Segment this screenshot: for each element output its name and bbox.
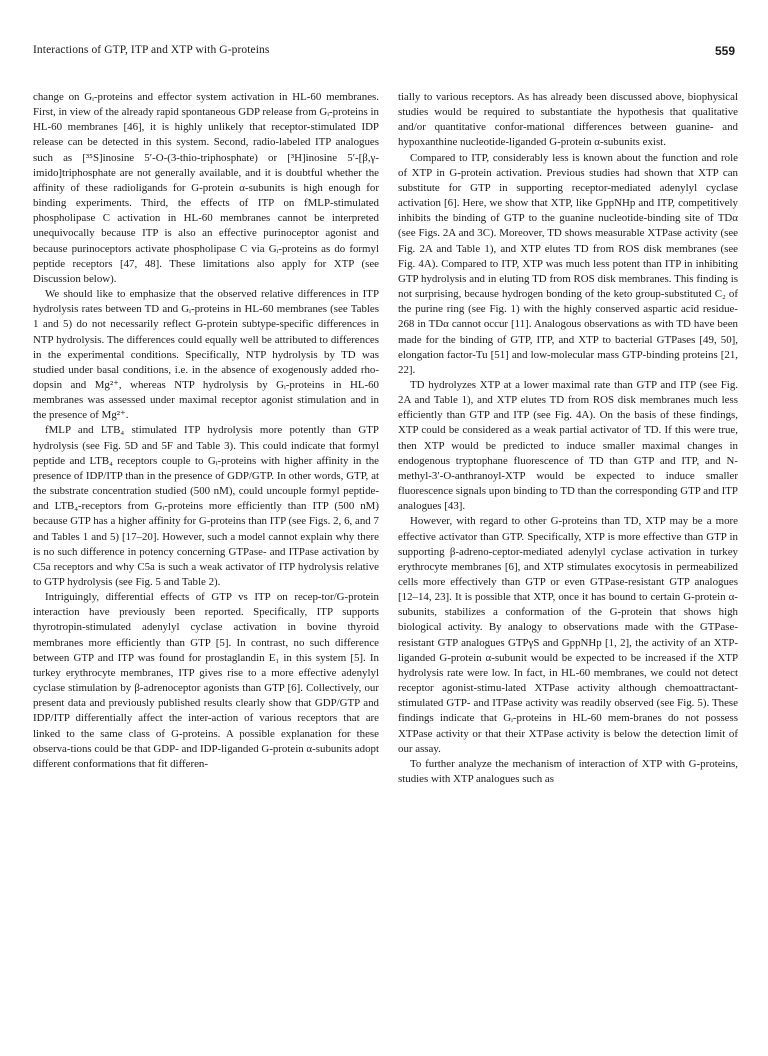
paragraph: TD hydrolyzes XTP at a lower maximal rate than GTP and ITP (see Fig. 2A and Table 1), and XTP elutes TD from ROS disk membranes much less efficiently than GTP and ITP (see Fig. 4A). On the basis of these findings, XTP could be considered as a weak partial activator of TD. If this were true, then XTP would be predicted to induce smaller maximal changes in endogenous tryptophane fluorescence of TD than GTP and ITP, and N-methyl-3′-O-anthranoyl-XTP would be expected to induce smaller fluorescence signals upon binding to TD than the corresponding GTP and ITP analogues [43].: [398, 378, 738, 513]
paragraph: We should like to emphasize that the observed relative differences in ITP hydrolysis rates between TD and Gᵢ-proteins in HL-60 membranes (see Tables 1 and 5) do not necessarily reflect G-protein subtype-specific differences in NTP hydrolysis. The differences could equally well be attributed to differences in the experimental conditions. Specifically, NTP hydrolysis by TD was studied under basal conditions, i.e. in the absence of exogenously added rho-dopsin and Mg²⁺, whereas NTP hydrolysis by Gᵢ-proteins in HL-60 membranes was assessed under maximal receptor agonist stimulation and in the presence of Mg²⁺.: [33, 288, 379, 422]
paragraph: tially to various receptors. As has already been discussed above, biophysical studies would be required to substantiate the hypothesis that qualitative and/or quantitative confor-mational differences between guanine- and hypoxanthine nucleotide-liganded G-protein α-subunits exist.: [398, 91, 738, 149]
right-column: [398, 90, 738, 787]
page-header: [33, 44, 735, 62]
left-column: [33, 90, 379, 772]
page-number: 559: [714, 44, 735, 58]
paragraph: fMLP and LTB₄ stimulated ITP hydrolysis more potently than GTP hydrolysis (see Fig. 5D and 5F and Table 3). This could indicate that formyl peptide and LTB₄ receptors couple to Gᵢ-proteins with higher affinity in the presence of IDP/ITP than in the presence of GDP/GTP. In other words, GTP, at the substrate concentration studied (500 nM), could uncouple formyl peptide- and LTB₄-receptors from Gᵢ-proteins more efficiently than ITP (500 nM) because GTP has a higher affinity for G-proteins than ITP (see Figs. 2, 6, and 7 and Tables 1 and 5) [17–20]. However, such a model cannot explain why there is no such difference in potency concerning GTPase- and ITPase activation by C5a receptors and why C5a is such a weak activator of ITP hydrolysis relative to GTP hydrolysis (see Fig. 5 and Table 2).: [33, 424, 379, 588]
paragraph: To further analyze the mechanism of interaction of XTP with G-proteins, studies with XTP analogues such as: [398, 757, 738, 786]
paragraph: Compared to ITP, considerably less is known about the function and role of XTP in G-protein activation. Previous studies had shown that XTP can substitute for GTP in supporting receptor-mediated adenylyl cyclase activation [6]. Here, we show that XTP, like GppNHp and ITP, competitively inhibits the binding of GTP to the guanine nucleotide-binding site of TDα (see Figs. 2A and 3C). Moreover, TD shows measurable XTPase activity (see Fig. 2A and Table 1), and XTP elutes TD from ROS disk membranes (see Fig. 4A). Compared to ITP, XTP was much less potent than ITP in inhibiting GTP hydrolysis and in eluting TD from ROS disk membranes. This finding is not surprising, because hydrogen bonding of the keto group-substituted C₂ of the purine ring (see Fig. 1) with the highly conserved aspartic acid residue-268 in TDα cannot occur [11]. Analogous observations as with TD have been made for the binding of GTP, ITP, and XTP to bacterial GTPases [49, 50], elongation factor-Tu [51] and low-molecular mass GTP-binding proteins [21, 22].: [398, 151, 738, 376]
paragraph: change on Gᵢ-proteins and effector system activation in HL-60 membranes. First, in view of the already rapid spontaneous GDP release from Gᵢ-proteins in HL-60 membranes [46], it is highly unlikely that receptor-stimulated IDP release can be detected in this system. Second, radio-labeled ITP analogues such as [³⁵S]inosine 5′-O-(3-thio-triphosphate) or [³H]inosine 5′-[β,γ-imido]triphosphate are not generally available, and it is doubtful whether the affinity of these radioligands for G-protein α-subunits is high enough for binding experiments. Third, the effects of ITP on fMLP-stimulated phospholipase C activation in HL-60 membranes cannot be interpreted unequivocally because ITP is also an effective purinoceptor agonist and because purinoceptors activate phospholipase C via Gᵢ-proteins as do formyl peptide receptors [47, 48]. These limitations also apply for XTP (see Discussion below).: [33, 91, 379, 285]
paragraph: However, with regard to other G-proteins than TD, XTP may be a more effective activator than GTP. Specifically, XTP is more effective than GTP in supporting β-adreno-ceptor-mediated adenylyl cyclase activation in turkey erythrocyte membranes [6], and XTP stimulates exocytosis in permeabilized cells more effectively than GTP or even GTPase-resistant GTP analogues [12–14, 23]. It is possible that XTP, once it has bound to certain G-protein α-subunits, stabilizes a conformation of the G-protein that shows high biological activity. By analogy to observations made with the GTPase-resistant GTP analogues GTPγS and GppNHp [1, 2], the activity of an XTP-liganded G-protein α-subunit would be expected to be increased if the XTP hydrolysis rate were low. In fact, in HL-60 membranes, we could not detect receptor agonist-stimu-lated XTPase activity although chemoattractant-stimulated GTP- and ITPase activity was readily observed (see Fig. 5). These findings indicate that Gᵢ-proteins in HL-60 mem-branes do not possess XTPase activity or that their XTPase activity is below the detection limit of our assay.: [398, 515, 738, 755]
paragraph: Intriguingly, differential effects of GTP vs ITP on recep-tor/G-protein interaction have previously been reported. Specifically, ITP supports thyrotropin-stimulated adenylyl cyclase activation in bovine thyroid membranes more efficiently than GTP [5]. In contrast, no such difference between GTP and ITP was found for prostaglandin E₁ in this system [5]. In turkey erythrocyte membranes, ITP gives rise to a more effective adenylyl cyclase stimulation by β-adrenoceptor agonists than GTP [6]. Collectively, our present data and previously published results clearly show that GDP/GTP and IDP/ITP differentially affect the inter-action of various receptors that are linked to the same class of G-proteins. A possible explanation for these observa-tions could be that GDP- and IDP-liganded G-protein α-subunits adopt different conformations that fit differen-: [33, 591, 379, 770]
running-title: Interactions of GTP, ITP and XTP with G-proteins: [33, 44, 270, 56]
